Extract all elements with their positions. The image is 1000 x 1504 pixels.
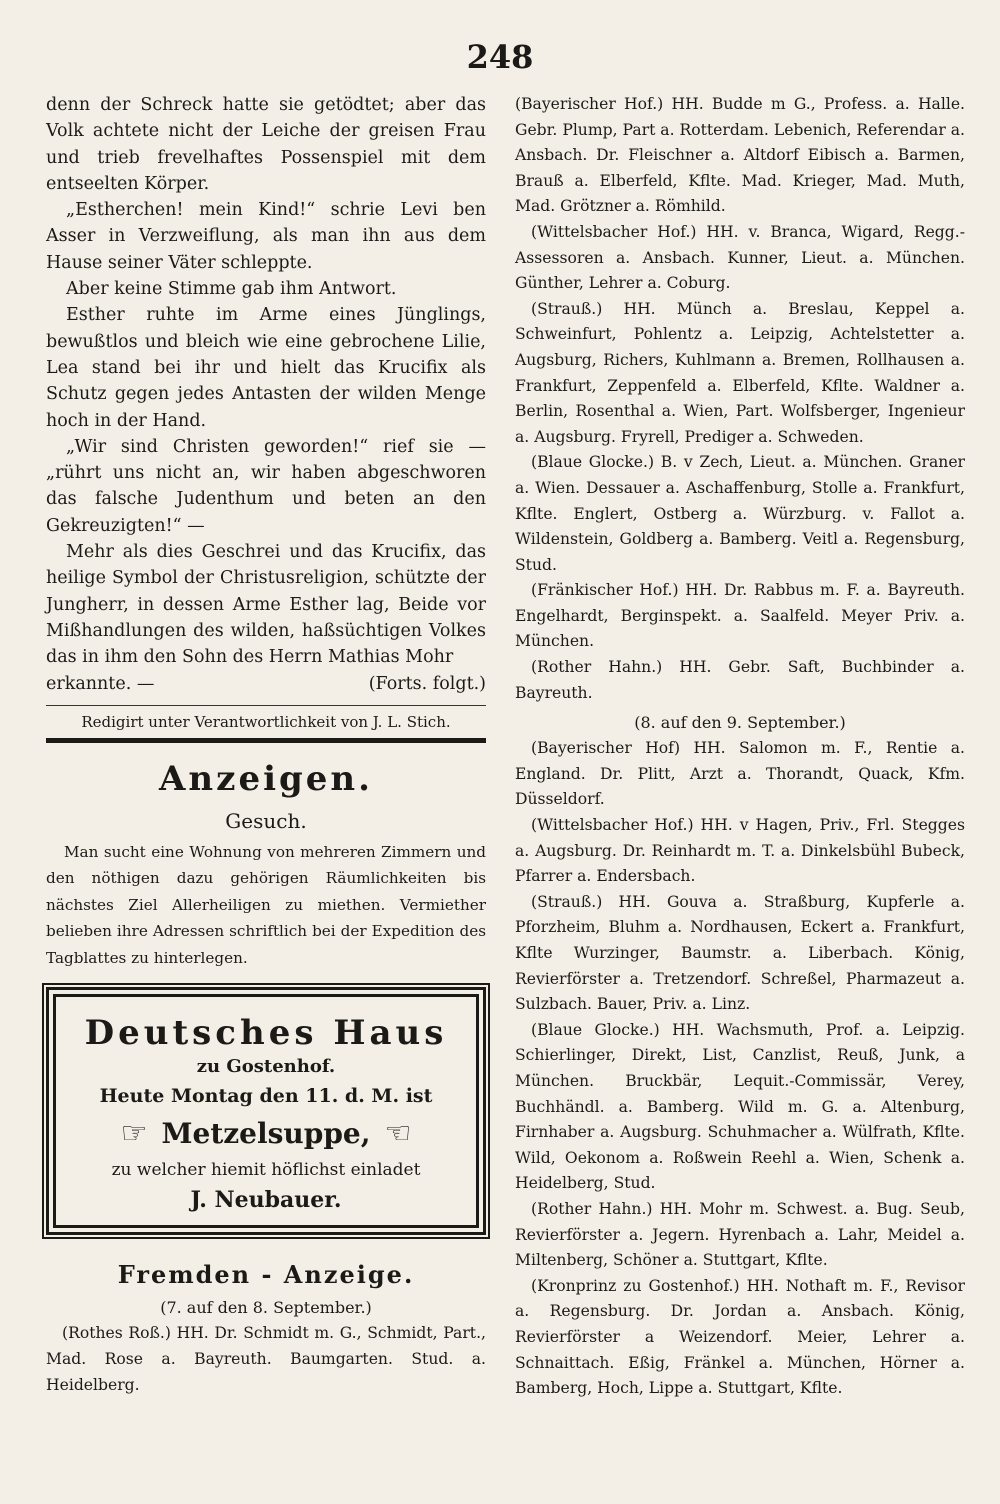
ad-event: Metzelsuppe, — [161, 1117, 371, 1151]
guest-entry: (Kronprinz zu Gostenhof.) HH. Nothaft m. F., Revisor a. Regensburg. Dr. Jordan a. Ansbach. König, Revierförster a Weizendorf. Meier, Lehrer a. Schnaittach. Eßig, Fränkel a. München, Hörner a. Bamberg, Hoch, Lippe a. Stuttgart, Kflte. — [515, 1276, 965, 1398]
guest-entry: (Rothes Roß.) HH. Dr. Schmidt m. G., Schmidt, Part., Mad. Rose a. Bayreuth. Baumgarten. Stud. a. Heidelberg. — [46, 1324, 486, 1394]
right-column — [515, 92, 965, 1402]
story-paragraph: „Estherchen! mein Kind!“ schrie Levi ben Asser in Verzweiflung, als man ihn aus dem Hause seiner Väter schleppte. — [46, 200, 486, 273]
guest-entry: (Wittelsbacher Hof.) HH. v. Branca, Wigard, Regg.-Assessoren a. Ansbach. Kunner, Lieut. a. München. Günther, Lehrer a. Coburg. — [515, 222, 965, 293]
guest-entry: (Fränkischer Hof.) HH. Dr. Rabbus m. F. a. Bayreuth. Engelhardt, Berginspekt. a. Saalfeld. Meyer Priv. a. München. — [515, 581, 965, 651]
deutsches-haus-ad — [46, 987, 486, 1235]
story-paragraph: denn der Schreck hatte sie getödtet; aber das Volk achtete nicht der Leiche der greisen Frau und trieb frevelhaftes Possenspiel mit dem entseelten Körper. — [46, 95, 486, 194]
guest-entry: (Bayerischer Hof) HH. Salomon m. F., Rentie a. England. Dr. Plitt, Arzt a. Thorandt, Quack, Kfm. Düsseldorf. — [515, 739, 965, 809]
ad-title: Deutsches Haus — [84, 1013, 448, 1054]
guest-entry: (Blaue Glocke.) HH. Wachsmuth, Prof. a. Leipzig. Schierlinger, Direkt, List, Canzlist, Reuß, Junk, a München. Bruckbär, Lequit.-Commissär, Verey, Buchhändl. a. Bamberg. Wild m. G. a. Altenburg, Firnhaber a. Augsburg. Schuhmacher a. Wülfrath, Kflte. Wild, Oekonom a. Roßwein Reehl a. Wien, Schenk a. Heidelberg, Stud. — [515, 1020, 965, 1193]
guest-entry: (Strauß.) HH. Gouva a. Straßburg, Kupferle a. Pforzheim, Bluhm a. Nordhausen, Eckert a. Frankfurt, Kflte Wurzinger, Baumstr. a. Liberbach. König, Revierförster a. Tretzendorf. Schreßel, Pharmazeut a. Sulzbach. Bauer, Priv. a. Linz. — [515, 892, 965, 1014]
date-line: (8. auf den 9. September.) — [634, 713, 846, 733]
guest-entry: (Rother Hahn.) HH. Gebr. Saft, Buchbinder a. Bayreuth. — [515, 658, 965, 702]
story-ending: erkannte. — — [46, 673, 155, 694]
pointing-hand-left-icon: ☜ — [384, 1116, 412, 1152]
story-paragraph: „Wir sind Christen geworden!“ rief sie — „rührt uns nicht an, wir haben abgeschworen das falsche Judenthum und beten an den Gekreuzigten!“ — — [46, 436, 486, 536]
story-paragraph: Mehr als dies Geschrei und das Krucifix, das heilige Symbol der Christusreligion, schützte der Jungherr, in dessen Arme Esther lag, Beide vor Mißhandlungen des wilden, haßsüchtigen Volkes das in ihm den Sohn des Herrn Mathias Mohr — [46, 542, 486, 668]
section-divider — [46, 738, 486, 743]
ad-subtitle: zu Gostenhof. — [196, 1056, 336, 1078]
date-line: (7. auf den 8. September.) — [160, 1298, 372, 1318]
guest-entry: (Strauß.) HH. Münch a. Breslau, Keppel a. Schweinfurt, Pohlentz a. Leipzig, Achtelstetter a. Augsburg, Richers, Kuhlmann a. Bremen, Rollhausen a. Frankfurt, Zeppenfeld a. Elberfeld, Kflte. Waldner a. Berlin, Rosenthal a. Wien, Part. Wolfsberger, Ingenieur a. Augsburg. Fryrell, Prediger a. Schweden. — [515, 299, 965, 446]
ad-date-line: Heute Montag den 11. d. M. ist — [99, 1085, 433, 1108]
continuation-note: (Forts. folgt.) — [368, 673, 486, 694]
guest-entry: (Rother Hahn.) HH. Mohr m. Schwest. a. Bug. Seub, Revierförster a. Jegern. Hyrenbach a. Lahr, Meidel a. Miltenberg, Schöner a. Stuttgart, Kflte. — [515, 1199, 965, 1270]
strangers-heading: Fremden - Anzeige. — [117, 1260, 415, 1290]
story-paragraph: Aber keine Stimme gab ihm Antwort. — [66, 279, 397, 300]
guest-entry: (Wittelsbacher Hof.) HH. v Hagen, Priv., Frl. Stegges a. Augsburg. Dr. Reinhardt m. T. a. Dinkelsbühl Bubeck, Pfarrer a. Endersbach. — [515, 816, 965, 886]
pointing-hand-right-icon: ☞ — [120, 1116, 148, 1152]
page-number: 248 — [466, 38, 534, 76]
left-column — [46, 92, 486, 1398]
ads-heading: Anzeigen. — [159, 758, 373, 799]
guest-entry: (Bayerischer Hof.) HH. Budde m G., Profess. a. Halle. Gebr. Plump, Part a. Rotterdam. Lebenich, Referendar a. Ansbach. Dr. Fleischner a. Altdorf Eibisch a. Barmen, Brauß a. Elberfeld, Kflte. Mad. Krieger, Mad. Muth, Mad. Grötzner a. Römhild. — [515, 95, 965, 216]
story-paragraph: Esther ruhte im Arme eines Jünglings, bewußtlos und bleich wie eine gebrochene Lilie, Lea stand bei ihr und hielt das Krucifix als Schutz gegen jedes Antasten der wilden Menge hoch in der Hand. — [46, 305, 486, 431]
story-last-line — [46, 671, 486, 697]
editor-line: Redigirt unter Verantwortlichkeit von J. L. Stich. — [46, 705, 486, 732]
wanted-ad-title: Gesuch. — [225, 808, 307, 833]
wanted-ad-text: Man sucht eine Wohnung von mehreren Zimmern und den nöthigen dazu gehörigen Räumlichkeiten bis nächstes Ziel Allerheiligen zu miethen. Vermiether belieben ihre Adressen schriftlich bei der Expedition des Tagblattes zu hinterlegen. — [46, 842, 486, 967]
ad-signature: J. Neubauer. — [190, 1187, 342, 1214]
ad-invite: zu welcher hiemit höflichst einladet — [111, 1160, 421, 1181]
guest-entry: (Blaue Glocke.) B. v Zech, Lieut. a. München. Graner a. Wien. Dessauer a. Aschaffenburg, Stolle a. Frankfurt, Kflte. Englert, Ostberg a. Würzburg. v. Fallot a. Wildenstein, Goldberg a. Bamberg. Veitl a. Regensburg, Stud. — [515, 453, 965, 574]
story-text — [46, 92, 486, 697]
ad-event-row — [56, 1117, 476, 1151]
